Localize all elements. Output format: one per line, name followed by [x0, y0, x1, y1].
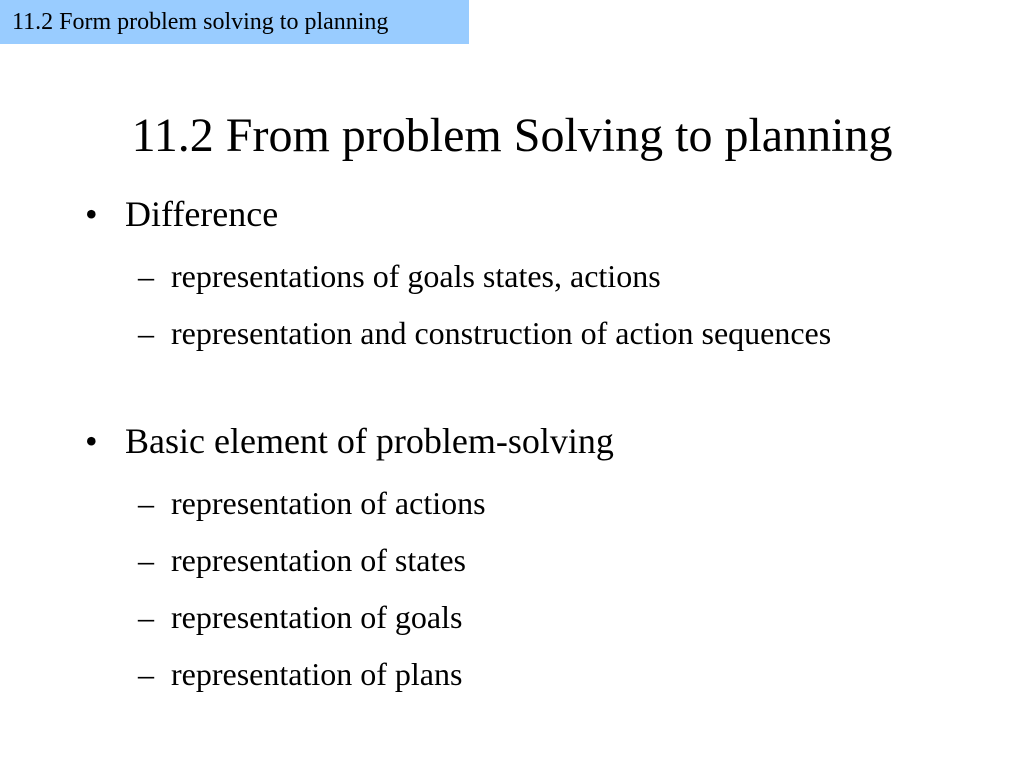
- sub-item-text: representation of plans: [171, 656, 463, 692]
- sub-item-dash: –: [138, 656, 154, 692]
- bullet-item: [85, 192, 278, 236]
- sub-item-dash: –: [138, 599, 154, 635]
- sub-item-dash: –: [138, 485, 154, 521]
- sub-item-text: representation of states: [171, 542, 466, 578]
- bullet-label: Basic element of problem-solving: [125, 421, 614, 461]
- sub-item-text: representation of actions: [171, 485, 486, 521]
- header-tab-label: 11.2 Form problem solving to planning: [12, 9, 389, 35]
- sub-item-text: representation and construction of action sequences: [171, 315, 832, 351]
- sub-item: [138, 310, 858, 356]
- sub-item: [138, 480, 858, 526]
- slide-title: 11.2 From problem Solving to planning: [131, 109, 893, 162]
- sub-item-text: representations of goals states, actions: [171, 258, 661, 294]
- sub-item: [138, 594, 858, 640]
- sub-item: [138, 253, 858, 299]
- bullet-label: Difference: [125, 194, 279, 234]
- bullet-item: [85, 419, 614, 463]
- sub-item: [138, 537, 858, 583]
- sub-item-dash: –: [138, 258, 154, 294]
- bullet-mark: •: [85, 421, 98, 461]
- sub-item-dash: –: [138, 542, 154, 578]
- sub-item-text: representation of goals: [171, 599, 463, 635]
- bullet-mark: •: [85, 194, 98, 234]
- sub-item-dash: –: [138, 315, 154, 351]
- sub-item: [138, 651, 858, 697]
